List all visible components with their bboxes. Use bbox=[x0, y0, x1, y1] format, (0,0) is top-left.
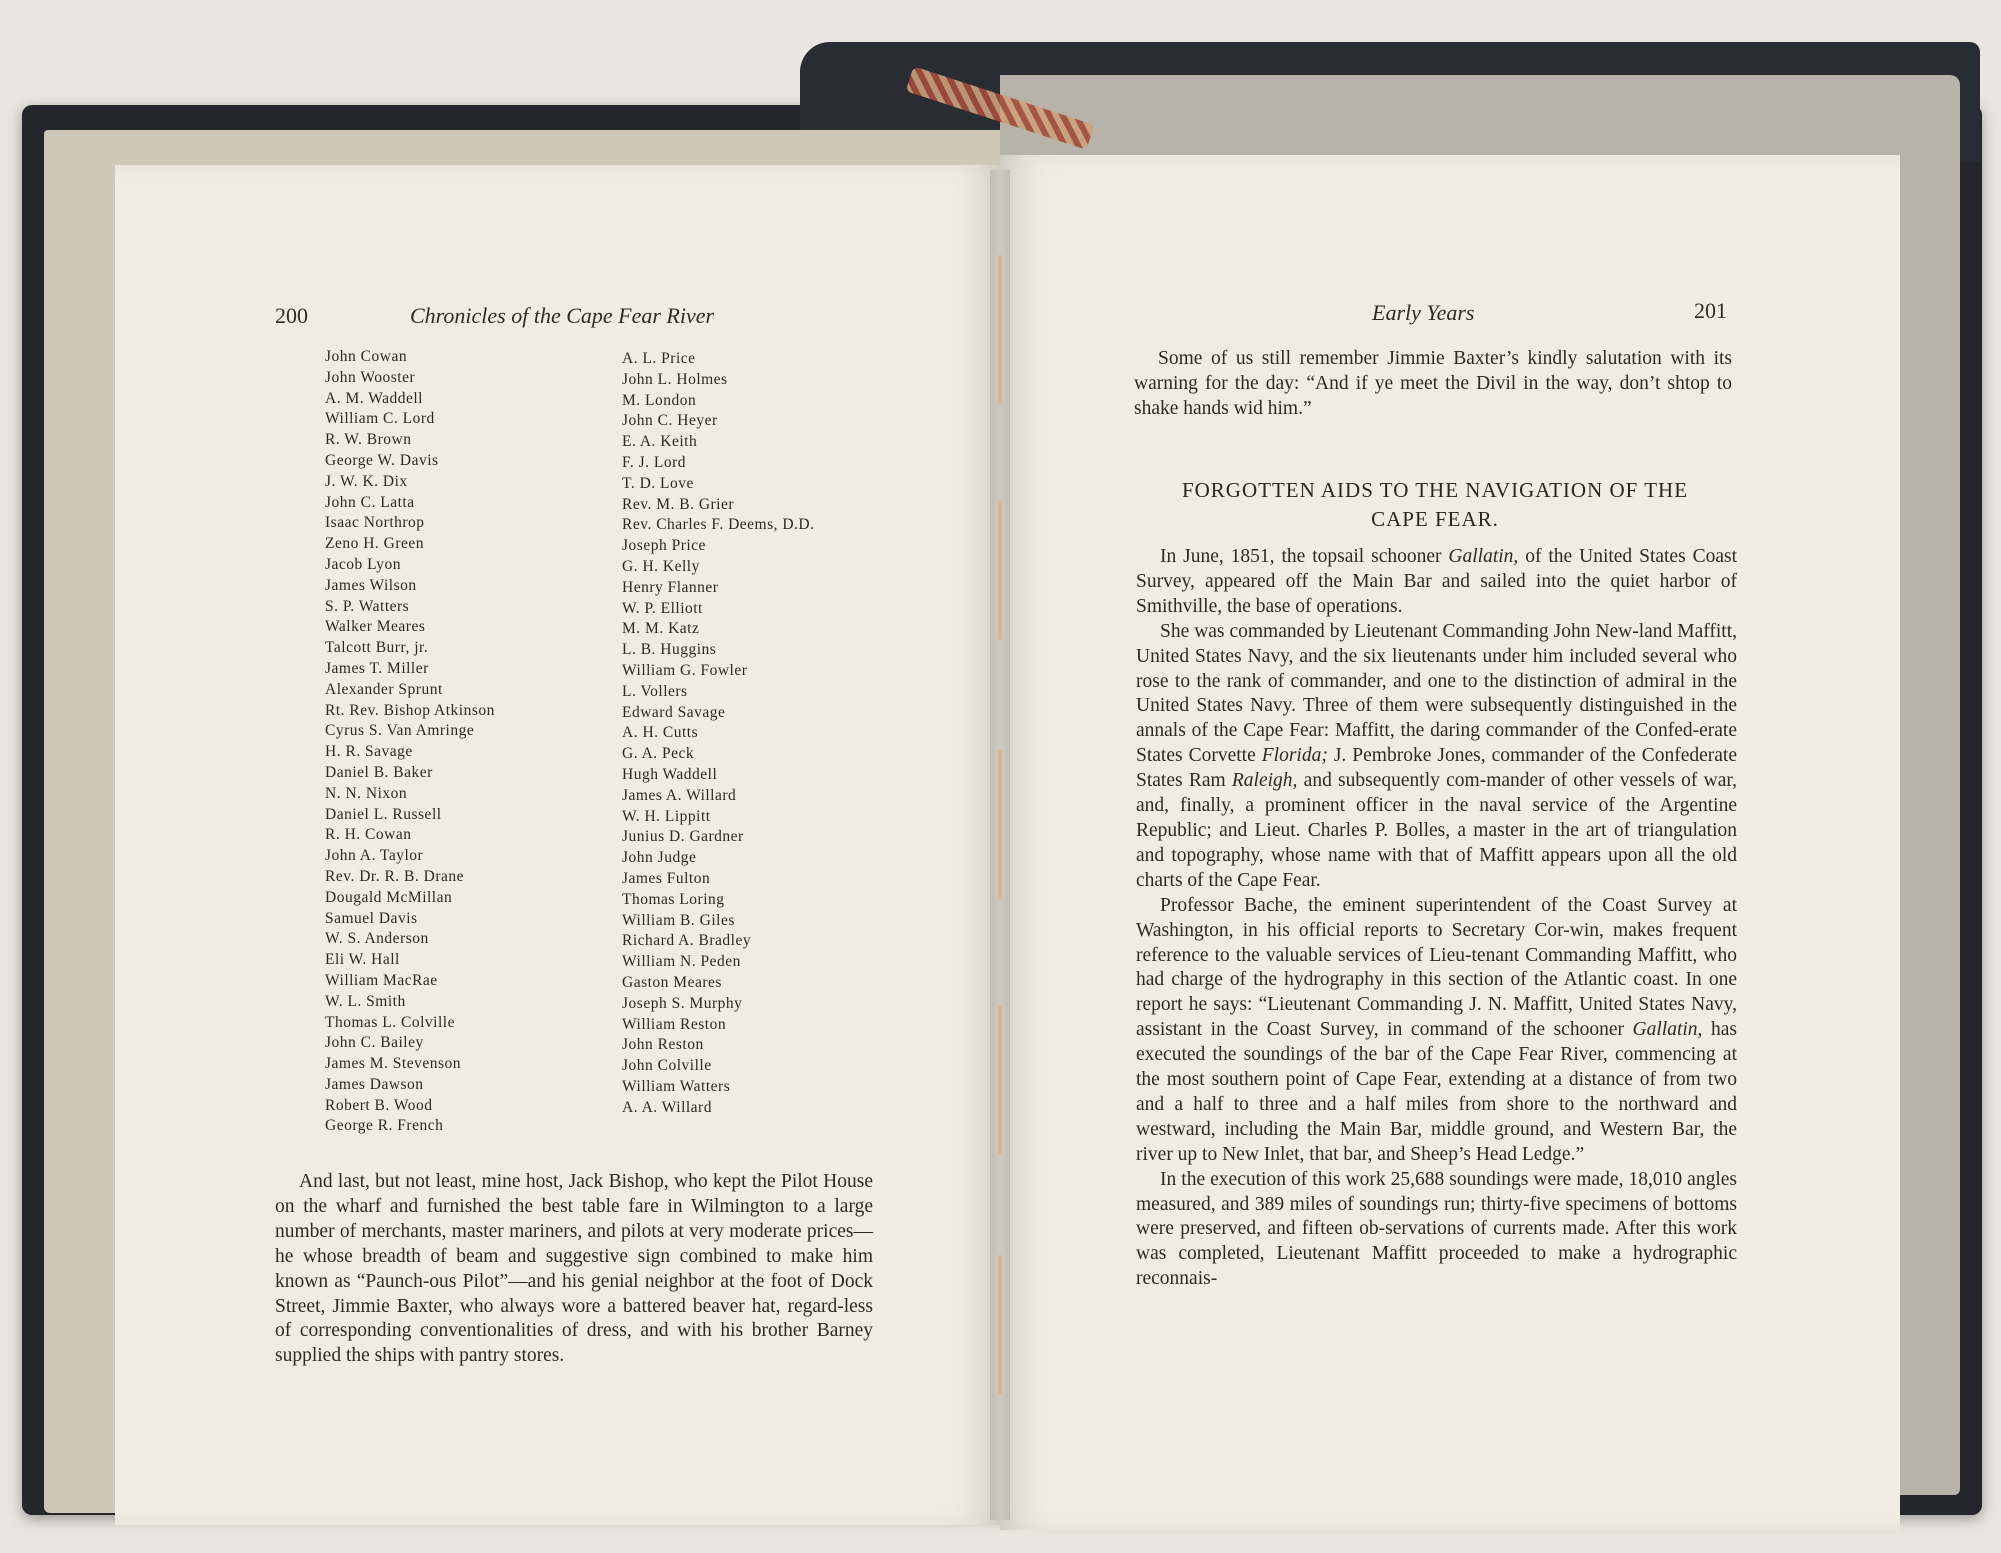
name-entry: Zeno H. Green bbox=[325, 535, 425, 553]
name-entry: Talcott Burr, jr. bbox=[325, 639, 429, 657]
name-entry: J. W. K. Dix bbox=[325, 472, 408, 490]
name-entry: John C. Latta bbox=[325, 493, 415, 511]
name-entry: Isaac Northrop bbox=[325, 514, 425, 532]
name-entry: John Judge bbox=[622, 849, 697, 867]
name-entry: John Reston bbox=[622, 1036, 704, 1054]
name-entry: William C. Lord bbox=[325, 410, 435, 428]
paragraph-jack-bishop: And last, but not least, mine host, Jack Bishop, who kept the Pilot House on the wharf and furnished the best table fare in Wilmington to a large number of merchants, master mariners, and pilots at very moderate prices—he whose breadth of beam and suggestive sign combined to make him known as “Paunch-ous Pilot”—and his genial neighbor at the foot of Dock Street, Jimmie Baxter, who always wore a battered beaver hat, regard-less of corresponding conventionalities of dress, and with his brother Barney supplied the ships with pantry stores. bbox=[275, 1171, 873, 1367]
name-entry: Hugh Waddell bbox=[622, 765, 718, 783]
name-entry: James T. Miller bbox=[325, 659, 429, 677]
left-running-head: Chronicles of the Cape Fear River bbox=[410, 303, 715, 328]
name-entry: A. L. Price bbox=[622, 350, 696, 367]
name-entry: R. W. Brown bbox=[325, 431, 412, 449]
name-entry: John C. Heyer bbox=[622, 412, 718, 430]
name-entry: Thomas L. Colville bbox=[325, 1013, 455, 1031]
binding-stitch bbox=[998, 750, 1002, 900]
name-entry: John C. Bailey bbox=[325, 1034, 424, 1052]
name-entry: Eli W. Hall bbox=[325, 951, 400, 969]
name-entry: T. D. Love bbox=[622, 474, 694, 492]
name-entry: James Wilson bbox=[325, 576, 417, 594]
name-entry: N. N. Nixon bbox=[325, 784, 408, 802]
name-entry: George W. Davis bbox=[325, 451, 439, 469]
name-entry: G. H. Kelly bbox=[622, 557, 700, 575]
name-entry: John Colville bbox=[622, 1057, 712, 1075]
name-entry: Henry Flanner bbox=[622, 578, 719, 596]
name-entry: John L. Holmes bbox=[622, 370, 728, 388]
name-entry: Cyrus S. Van Amringe bbox=[325, 722, 475, 740]
name-entry: S. P. Watters bbox=[325, 597, 410, 615]
name-entry: L. Vollers bbox=[622, 682, 688, 700]
section-heading-line-2: CAPE FEAR. bbox=[1371, 507, 1499, 531]
names-column-2 bbox=[622, 349, 815, 1118]
name-entry: Daniel B. Baker bbox=[325, 763, 433, 781]
name-entry: William Watters bbox=[622, 1077, 731, 1095]
name-entry: Alexander Sprunt bbox=[325, 680, 443, 698]
right-body-text bbox=[1136, 545, 1737, 1292]
name-entry: Gaston Meares bbox=[622, 973, 722, 991]
name-entry: James Fulton bbox=[622, 869, 711, 887]
name-entry: John Cowan bbox=[325, 348, 408, 365]
name-entry: W. S. Anderson bbox=[325, 930, 429, 948]
name-entry: William G. Fowler bbox=[622, 661, 748, 679]
paragraph-professor-bache: Professor Bache, the eminent superintendent of the Coast Survey at Washington, in his official reports to Secretary Cor-win, makes frequent reference to the valuable services of Lieu-tenant Commanding Maffitt, who had charge of the hydrography in this section of the Atlantic coast. In one report he says: “Lieutenant Commanding J. N. Maffitt, United States Navy, assistant in the Coast Survey, in command of the schooner Gallatin, has executed the soundings of the bar of the Cape Fear River, commencing at the most southern point of Cape Fear, extending at a distance of from two and a half to three and a half miles from shore to the northward and westward, including the Main Bar, middle ground, and Western Bar, the river up to New Inlet, that bar, and Sheep’s Head Ledge.” bbox=[1136, 894, 1737, 1165]
name-entry: Richard A. Bradley bbox=[622, 932, 752, 950]
left-page-number: 200 bbox=[275, 303, 308, 328]
name-entry: Thomas Loring bbox=[622, 890, 725, 908]
name-entry: G. A. Peck bbox=[622, 745, 695, 763]
names-column-1 bbox=[325, 347, 495, 1137]
name-entry: Rev. Charles F. Deems, D.D. bbox=[622, 516, 815, 534]
name-entry: W. L. Smith bbox=[325, 992, 406, 1010]
name-entry: Rev. Dr. R. B. Drane bbox=[325, 867, 465, 885]
paragraph-maffitt-command: She was commanded by Lieutenant Commanding John New-land Maffitt, United States Navy, and the six lieutenants under him included several who rose to the rank of commander, and one to the distinction of admiral in the United States Navy. Three of them were subsequently distinguished in the annals of the Cape Fear: Maffitt, the daring commander of the Confed-erate States Corvette Florida; J. Pembroke Jones, commander of the Confederate States Ram Raleigh, and subsequently com-mander of other vessels of war, and, finally, a prominent officer in the naval service of the Argentine Republic; and Lieut. Charles P. Bolles, a master in the art of triangulation and topography, whose name with that of Maffitt appears upon all the old charts of the Cape Fear. bbox=[1136, 620, 1737, 891]
right-running-head: Early Years bbox=[1372, 300, 1475, 325]
name-entry: John A. Taylor bbox=[325, 847, 424, 865]
name-entry: E. A. Keith bbox=[622, 433, 698, 451]
name-entry: Rt. Rev. Bishop Atkinson bbox=[325, 701, 495, 719]
name-entry: William N. Peden bbox=[622, 953, 741, 971]
left-page-paragraph bbox=[275, 1170, 873, 1369]
name-entry: James A. Willard bbox=[622, 786, 737, 804]
name-entry: F. J. Lord bbox=[622, 453, 687, 471]
binding-stitch bbox=[998, 500, 1002, 640]
name-entry: Daniel L. Russell bbox=[325, 805, 442, 823]
name-entry: Samuel Davis bbox=[325, 909, 418, 927]
name-entry: Junius D. Gardner bbox=[622, 828, 744, 846]
name-entry: George R. French bbox=[325, 1117, 444, 1135]
name-entry: Edward Savage bbox=[622, 703, 726, 721]
right-intro-text bbox=[1134, 347, 1732, 422]
name-entry: R. H. Cowan bbox=[325, 826, 412, 844]
name-entry: Joseph Price bbox=[622, 537, 706, 555]
paragraph-soundings: In the execution of this work 25,688 soundings were made, 18,010 angles measured, and 389 miles of soundings run; thirty-five specimens of bottoms were preserved, and fifteen ob-servations of currents made. After this work was completed, Lieutenant Maffitt proceeded to make a hydrographic reconnais- bbox=[1136, 1168, 1737, 1290]
name-entry: William B. Giles bbox=[622, 911, 735, 929]
name-entry: James Dawson bbox=[325, 1075, 424, 1093]
section-heading-line-1: FORGOTTEN AIDS TO THE NAVIGATION OF THE bbox=[1181, 478, 1689, 502]
name-entry: James M. Stevenson bbox=[325, 1055, 462, 1073]
binding-stitch bbox=[998, 255, 1002, 405]
name-entry: W. H. Lippitt bbox=[622, 807, 711, 825]
paragraph-june-1851: In June, 1851, the topsail schooner Gallatin, of the United States Coast Survey, appeared off the Main Bar and sailed into the quiet harbor of Smithville, the base of operations. bbox=[1136, 546, 1738, 617]
name-entry: L. B. Huggins bbox=[622, 641, 717, 659]
name-entry: M. London bbox=[622, 391, 697, 409]
right-page-number: 201 bbox=[1694, 298, 1727, 323]
name-entry: Robert B. Wood bbox=[325, 1096, 433, 1114]
name-entry: A. H. Cutts bbox=[622, 724, 699, 742]
name-entry: William MacRae bbox=[325, 971, 438, 989]
name-entry: John Wooster bbox=[325, 368, 416, 386]
section-heading bbox=[1134, 476, 1736, 534]
binding-stitch bbox=[998, 1005, 1002, 1155]
binding-stitch bbox=[998, 1255, 1002, 1395]
name-entry: Rev. M. B. Grier bbox=[622, 495, 735, 513]
name-entry: H. R. Savage bbox=[325, 743, 413, 761]
name-entry: Dougald McMillan bbox=[325, 888, 453, 906]
name-entry: Walker Meares bbox=[325, 618, 426, 636]
name-entry: Joseph S. Murphy bbox=[622, 994, 743, 1012]
name-entry: M. M. Katz bbox=[622, 620, 700, 638]
name-entry: W. P. Elliott bbox=[622, 599, 703, 617]
name-entry: A. M. Waddell bbox=[325, 389, 423, 407]
name-entry: Jacob Lyon bbox=[325, 555, 402, 573]
paragraph-baxter-salutation: Some of us still remember Jimmie Baxter’s kindly salutation with its warning for the day: “And if ye meet the Divil in the way, don’t shtop to shake hands wid him.” bbox=[1134, 348, 1732, 419]
name-entry: William Reston bbox=[622, 1015, 727, 1033]
name-entry: A. A. Willard bbox=[622, 1098, 712, 1116]
